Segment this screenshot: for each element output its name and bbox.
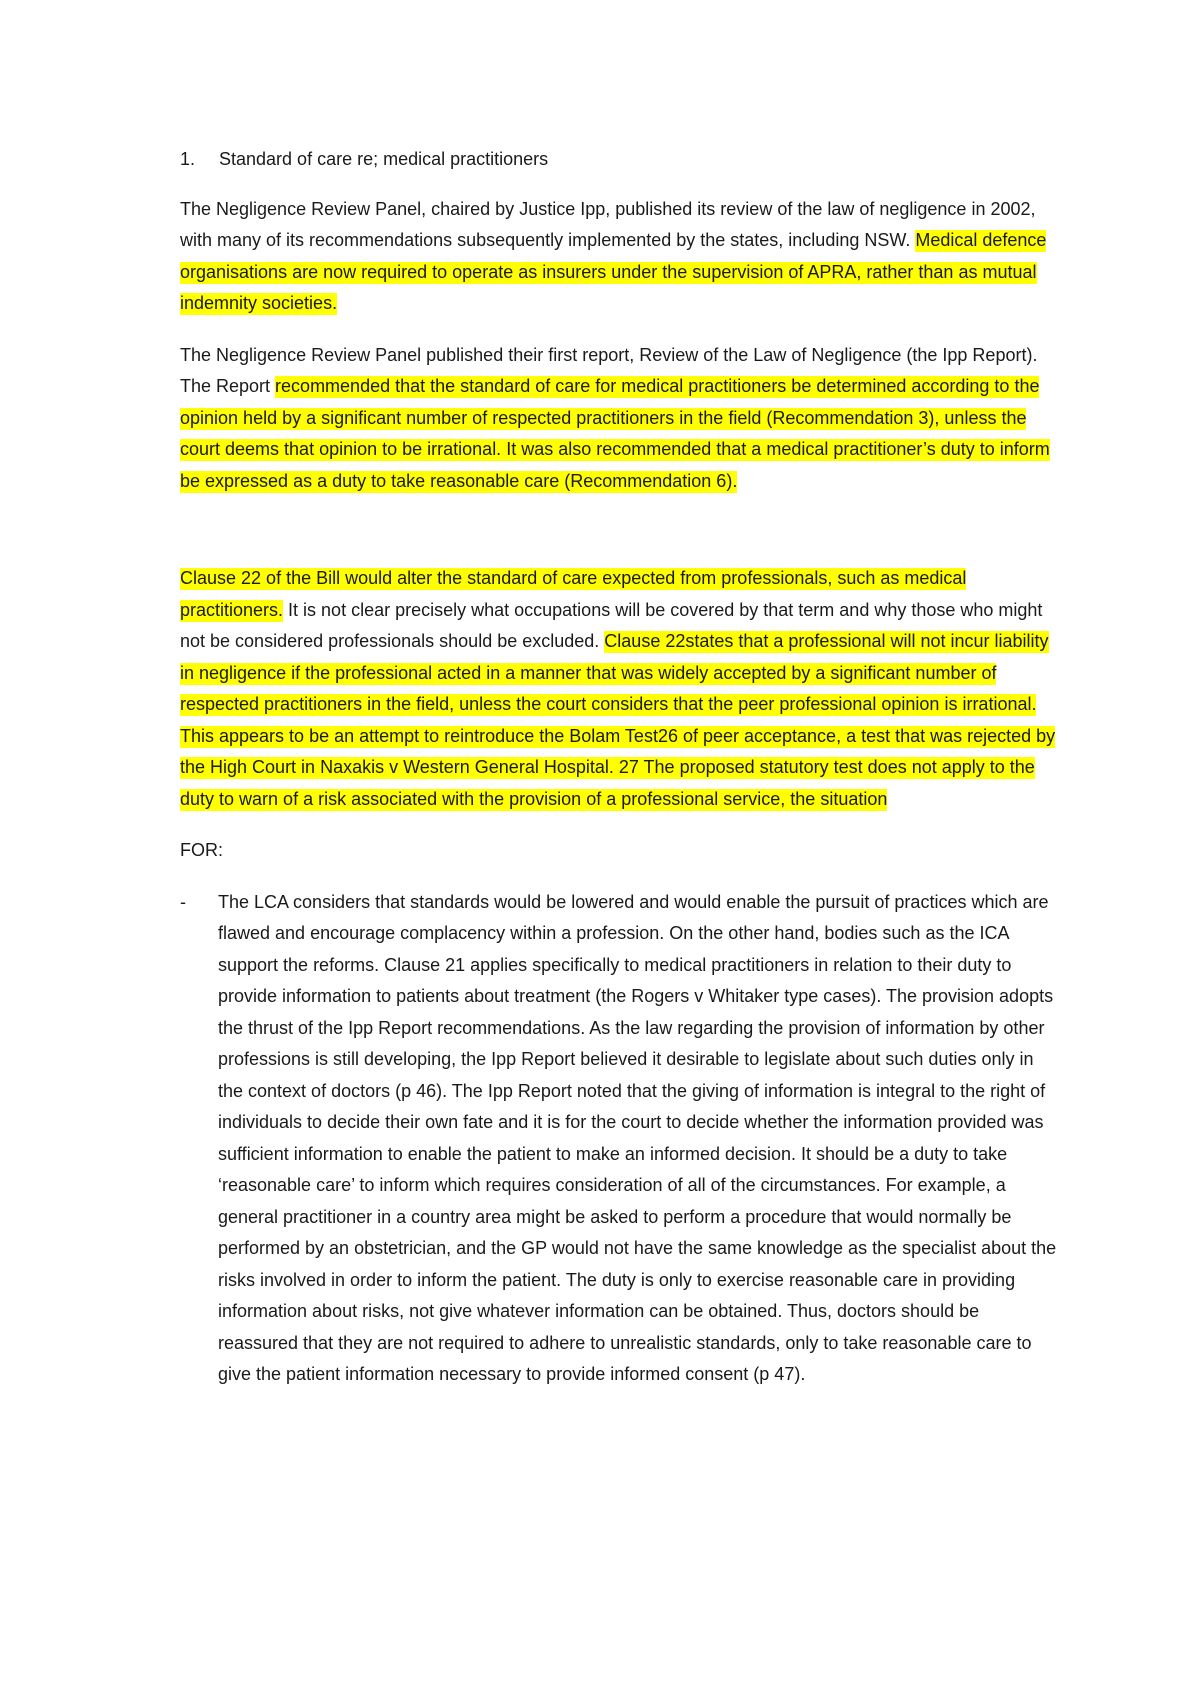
- bullet-list: [180, 887, 1060, 1391]
- list-item-text: The LCA considers that standards would be lowered and would enable the pursuit of practices which are flawed and encourage complacency within a profession. On the other hand, bodies such as the ICA support the reforms. Clause 21 applies specifically to medical practitioners in relation to their duty to provide information to patients about treatment (the Rogers v Whitaker type cases). The provision adopts the thrust of the Ipp Report recommendations. As the law regarding the provision of information by other professions is still developing, the Ipp Report believed it desirable to legislate about such duties only in the context of doctors (p 46). The Ipp Report noted that the giving of information is integral to the right of individuals to decide their own fate and it is for the court to decide whether the information provided was sufficient information to enable the patient to make an informed decision. It should be a duty to take ‘reasonable care’ to inform which requires consideration of all of the circumstances. For example, a general practitioner in a country area might be asked to perform a procedure that would normally be performed by an obstetrician, and the GP would not have the same knowledge as the specialist about the risks involved in order to inform the patient. The duty is only to exercise reasonable care in providing information about risks, not give whatever information can be obtained. Thus, doctors should be reassured that they are not required to adhere to unrealistic standards, only to take reasonable care to give the patient information necessary to provide informed consent (p 47).: [218, 891, 1057, 1384]
- bullet-marker: -: [180, 891, 186, 912]
- highlighted-text: recommended that the standard of care for medical practitioners be determined according to the opinion held by a significant number of respected practitioners in the field (Recommendation 3), unless the court deems that opinion to be irrational. It was also recommended that a medical practitioner’s duty to inform be expressed as a duty to take reasonable care (Recommendation 6).: [180, 376, 1050, 491]
- paragraph-text: The Negligence Review Panel, chaired by Justice Ipp, published its review of the law of negligence in 2002, with many of its recommendations subsequently implemented by the states, including NSW.: [180, 198, 1036, 250]
- highlighted-text: Clause 22states that a professional will not incur liability in negligence if the professional acted in a manner that was widely accepted by a significant number of respected practitioners in the field, unless the court considers that the peer professional opinion is irrational. This appears to be an attempt to reintroduce the Bolam Test26 of peer acceptance, a test that was rejected by the High Court in Naxakis v Western General Hospital. 27 The proposed statutory test does not apply to the duty to warn of a risk associated with the provision of a professional service, the situation: [180, 631, 1056, 809]
- section-number: 1.: [180, 149, 196, 169]
- for-label: FOR:: [180, 840, 223, 860]
- list-item: [180, 887, 1060, 1391]
- section-title: Standard of care re; medical practitioners: [219, 149, 549, 169]
- section-heading: [180, 144, 1060, 176]
- spacer: [180, 517, 1060, 563]
- highlighted-text: Clause 22 of the Bill would alter the standard of care expected from professionals, such as medical practitioners.: [180, 568, 967, 620]
- highlighted-text: Medical defence organisations are now required to operate as insurers under the supervision of APRA, rather than as mutual indemnity societies.: [180, 230, 1047, 313]
- paragraph-ipp-report: [180, 340, 1060, 498]
- paragraph-text: It is not clear precisely what occupations will be covered by that term and why those who might not be considered professionals should be excluded.: [180, 599, 1043, 651]
- paragraph-clause-22: [180, 563, 1060, 815]
- paragraph-ipp-review: [180, 194, 1060, 320]
- paragraph-text: The Negligence Review Panel published their first report, Review of the Law of Negligence (the Ipp Report). The Report: [180, 344, 1038, 396]
- document-page: [180, 144, 1060, 1391]
